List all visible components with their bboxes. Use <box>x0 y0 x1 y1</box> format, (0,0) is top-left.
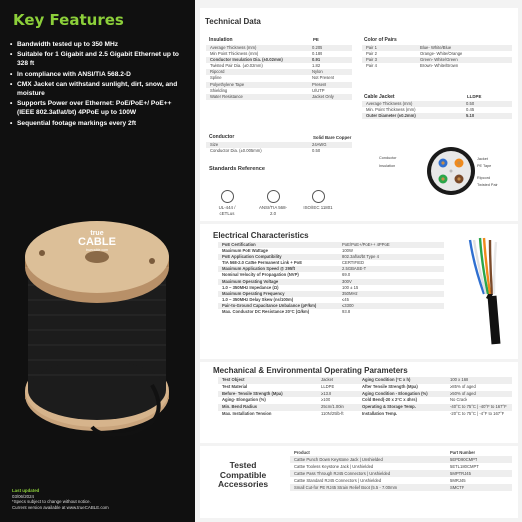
diagram-label: PE Tape <box>477 164 492 168</box>
cell-text: Jacket Only <box>312 93 334 99</box>
cell-text: TIA 568-2.0 Cat5e Permanent Link + PoE <box>222 260 303 266</box>
cell-text: CERTIFIED <box>342 260 365 266</box>
cell-text: 5ETL180CMPT <box>450 464 479 470</box>
cell-text: 5MRJ45 <box>450 478 466 484</box>
diagram-label: Jacket <box>477 157 488 161</box>
cell-text: Tested <box>229 460 257 470</box>
updated-label: Last updated <box>12 488 40 493</box>
cell-text: UL-444 / cETLus <box>218 205 236 216</box>
cell-text: Min Point Thickness (mm) <box>210 51 259 57</box>
cell-text: Pair 2 <box>366 51 377 57</box>
cell-text: Average Thickness (mm) <box>210 45 257 50</box>
spool-brand: CABLE <box>78 236 116 248</box>
cell-text: Outer Diameter (±0.2mm) <box>366 113 416 119</box>
cell-text: Average Thickness (mm) <box>366 101 413 106</box>
color-pairs-title: Color of Pairs <box>364 37 397 43</box>
cell-text: ≤3300 <box>342 302 354 308</box>
cell-text: 0.50 <box>466 101 475 106</box>
cell-text: ISO/IEC 11801 <box>303 205 333 210</box>
table-row <box>206 94 352 100</box>
table-row <box>290 470 512 477</box>
cell-text: 1.82 <box>312 63 321 69</box>
table-row <box>358 391 512 398</box>
cell-text: Present <box>312 81 327 87</box>
cell-text: 100W <box>342 248 353 254</box>
cell-text: Accessories <box>218 479 269 489</box>
cell-text: Pair 3 <box>366 57 377 63</box>
feature-item: • Bandwidth tested up to 350 MHz <box>10 40 190 49</box>
update-notes <box>12 488 109 510</box>
cell-text: 0.45 <box>466 107 475 113</box>
cable-jacket-title: Cable Jacket <box>364 94 395 100</box>
cell-text: Nylon <box>312 69 323 75</box>
cell-text: Pair-to-Ground Capacitance Unbalance (pF/km) <box>222 302 317 308</box>
cell-text: Maximum Operating Voltage <box>222 278 279 284</box>
electrical-title: Electrical Characteristics <box>213 231 309 240</box>
cell-text: Cat5e Standard RJ45 Connectors | Unshielded <box>294 478 382 484</box>
cell-text: Conductor Dia. (±0.005mm) <box>210 148 262 154</box>
cell-text: 93.8 <box>342 309 351 315</box>
cell-text: Conductor Insulation Dia. (±0.02mm) <box>210 57 283 63</box>
cell-text: Cold Bend(-20 x 2°C x 4hrs) <box>362 397 417 403</box>
cell-text: 24AWG <box>312 142 327 147</box>
cell-text: Orange- White/Orange <box>420 51 463 57</box>
cell-text: Product <box>294 450 310 455</box>
cell-text: PoE Certification <box>222 242 256 247</box>
cell-text: Polyethylene Tape <box>210 81 245 87</box>
table-row <box>218 404 358 411</box>
technical-data-title: Technical Data <box>205 17 261 26</box>
insulation-col: PE <box>313 37 319 42</box>
cell-text: Green- White/Green <box>420 57 458 63</box>
cell-text: Min. Point Thickness (mm) <box>366 107 416 113</box>
cell-text: ANSI/TIA 568-2.0 <box>258 205 288 216</box>
cell-text: ≥85% of aged <box>450 383 476 389</box>
table-row <box>358 411 512 418</box>
table-row <box>358 377 512 384</box>
conductor-table <box>206 142 352 154</box>
cell-text: 5.10 <box>466 113 475 119</box>
cell-text: Ripcord <box>210 69 225 75</box>
cell-text: Max. Conductor DC Resistance 20°C (Ω/km) <box>222 309 310 315</box>
spool-url: truecable.com <box>86 248 108 252</box>
version-note: Current version available at www.trueCABLE.com <box>12 504 109 510</box>
spec-note: *Specs subject to change without notice. <box>12 499 91 504</box>
standard-ul <box>212 190 242 216</box>
table-row <box>218 377 358 384</box>
cell-text: Compatible <box>219 469 267 480</box>
standard-iso <box>303 190 333 211</box>
cell-text: 100 x 168 <box>450 377 469 382</box>
cell-text: Water Resistance <box>210 93 243 99</box>
cell-text: Cat5e Punch Down Keystone Jack | Unshielded <box>294 457 383 463</box>
cell-text: ≥13.8 <box>321 390 332 396</box>
cell-text: 100 ± 15 <box>342 284 359 290</box>
cell-text: Installation Temp. <box>362 410 398 416</box>
cell-text: Twisted Pair Dia. (±0.02mm) <box>210 63 263 69</box>
cell-text: Aging Condition (°C x h) <box>362 377 411 382</box>
accessories-title <box>218 461 268 490</box>
cell-text: Aging Condition - Elongation (%) <box>362 390 428 396</box>
table-row <box>290 463 512 470</box>
cell-text: Cat5e Pass Through RJ45 Connectors | Unshielded <box>294 471 391 477</box>
cell-text: After Tensile Strength (Mpa) <box>362 383 418 389</box>
feature-item: • Supports Power over Ethernet: PoE/PoE+/ PoE++ (IEEE 802.3af/at/bt) 4PPoE up to 100W <box>10 99 190 117</box>
table-row <box>218 309 444 315</box>
table-row <box>362 113 512 119</box>
cell-text: Before- Tensile Strength (Mpa) <box>222 390 283 396</box>
mechanical-table-left <box>218 377 358 418</box>
cell-text: 110N/25lb-ft <box>321 410 344 416</box>
diagram-label: Conductor <box>379 156 397 160</box>
mechanical-title: Mechanical & Environmental Operating Parameters <box>213 366 408 375</box>
table-row <box>206 148 352 154</box>
table-row <box>218 411 358 418</box>
insulation-table <box>206 45 352 100</box>
cell-text: 2.5GBASE-T <box>342 266 367 272</box>
cell-text: 5MPTRJ45 <box>450 471 471 477</box>
cell-text: Nominal Velocity of Propagation (NVP) <box>222 272 299 278</box>
cell-text: SMCTF <box>450 485 465 491</box>
cable-spool-image <box>22 195 172 440</box>
mechanical-table-right <box>358 377 512 418</box>
cell-text: Not Present <box>312 75 335 81</box>
cell-text: 0.189 <box>312 51 323 57</box>
cell-text: Maximum Operating Frequency <box>222 290 285 296</box>
cable-jacket-table <box>362 101 512 119</box>
cable-jacket-col: LLDPE <box>467 94 482 99</box>
table-row <box>218 397 358 404</box>
table-row <box>358 384 512 391</box>
table-row <box>290 456 512 463</box>
insulation-title: Insulation <box>209 37 233 43</box>
table-row <box>290 477 512 484</box>
cell-text: -40°C to 75°C | -40°F to 167°F <box>450 404 507 410</box>
standards-title: Standards Reference <box>209 166 265 172</box>
cell-text: 5EPD90CMPT <box>450 457 478 463</box>
feature-item: • Suitable for 1 Gigabit and 2.5 Gigabit Ethernet up to 328 ft <box>10 50 190 68</box>
table-row <box>218 391 358 398</box>
cable-cutaway-image <box>452 236 512 346</box>
feature-item: • Sequential footage markings every 2ft <box>10 119 190 128</box>
feature-item: • In compliance with ANSI/TIA 568.2-D <box>10 70 190 79</box>
table-row <box>358 404 512 411</box>
spool-brand-top: true <box>90 230 104 237</box>
cell-text: Operating & Storage Temp. <box>362 404 416 410</box>
cell-text: PoE Application Compatibility <box>222 254 282 260</box>
diagram-label: Insulation <box>379 164 396 168</box>
cell-text: 802.3af/at/bt Type 4 <box>342 254 379 260</box>
conductor-title: Conductor <box>209 134 235 140</box>
cell-text: PoE/PoE+/PoE++ 4PPoE <box>342 242 390 247</box>
cell-text: Maximum PoE Wattage <box>222 248 268 254</box>
table-row <box>358 397 512 404</box>
table-row <box>362 63 512 69</box>
cell-text: Test Object <box>222 377 245 382</box>
standard-ansi <box>258 190 288 216</box>
diagram-label: Twisted Pair <box>477 183 498 187</box>
updated-date: 03/06/2024 <box>12 493 34 499</box>
cell-text: ≥100 <box>321 397 331 403</box>
cell-text: U/UTP <box>312 87 325 93</box>
cell-text: Size <box>210 142 219 147</box>
cell-text: Shielding <box>210 87 228 93</box>
conductor-col: Solid Bare Copper <box>313 135 352 140</box>
cell-text: 1.0 ~ 350MHz Delay Skew (ns/100m) <box>222 296 294 302</box>
cell-text: Pair 4 <box>366 63 377 69</box>
cell-text: Aging- Elongation (%) <box>222 397 266 403</box>
cell-text: Brown- White/Brown <box>420 63 459 69</box>
ansi-cert-icon <box>267 190 280 203</box>
cable-cross-section-diagram <box>421 145 481 197</box>
color-pairs-table <box>362 45 512 69</box>
table-row <box>218 384 358 391</box>
cell-text: Cat5e Tooless Keystone Jack | Unshielded <box>294 464 374 470</box>
cell-text: 0.50 <box>312 148 321 154</box>
cell-text: Max. Installation Tension <box>222 410 272 416</box>
cell-text: LLDPE <box>321 383 335 389</box>
accessories-table <box>290 450 512 491</box>
cell-text: 69.0 <box>342 272 351 278</box>
cell-text: Pair 1 <box>366 45 377 50</box>
cell-text: -20°C to 75°C | -4°F to 167°F <box>450 410 505 416</box>
diagram-label: Ripcord <box>477 176 491 180</box>
table-row <box>290 484 512 491</box>
cell-text: Blue- White/Blue <box>420 45 452 50</box>
cell-text: ≥50% of aged <box>450 390 476 396</box>
cell-text: Small Cut-for PE RJ45 Strain Relief Boot (5.5 - 7.00mm <box>294 485 398 491</box>
cell-text: 1.0 ~ 350MHz Impedance (Ω) <box>222 284 279 290</box>
cell-text: 350MHz <box>342 290 358 296</box>
cell-text: No Crack <box>450 397 468 403</box>
feature-item: • CMX Jacket can withstand sunlight, dirt, snow, and moisture <box>10 80 190 98</box>
feature-list <box>10 40 190 129</box>
cell-text: 0.91 <box>312 57 321 63</box>
cell-text: Maximum Application Speed @ 295ft <box>222 266 296 272</box>
iso-cert-icon <box>312 190 325 203</box>
cell-text: 300V <box>342 278 352 284</box>
cell-text: 25cm/1.00in <box>321 404 344 410</box>
cell-text: Min. Bend Radius <box>222 404 258 410</box>
cell-text: Jacket <box>321 377 334 382</box>
cell-text: Spline <box>210 75 222 81</box>
cell-text: Test Material <box>222 383 248 389</box>
cell-text: ≤45 <box>342 296 349 302</box>
cell-text: Part Number <box>450 450 476 455</box>
ul-cert-icon <box>221 190 234 203</box>
electrical-table <box>218 242 444 315</box>
key-features-title: Key Features <box>13 11 124 29</box>
cell-text: 0.205 <box>312 45 323 50</box>
